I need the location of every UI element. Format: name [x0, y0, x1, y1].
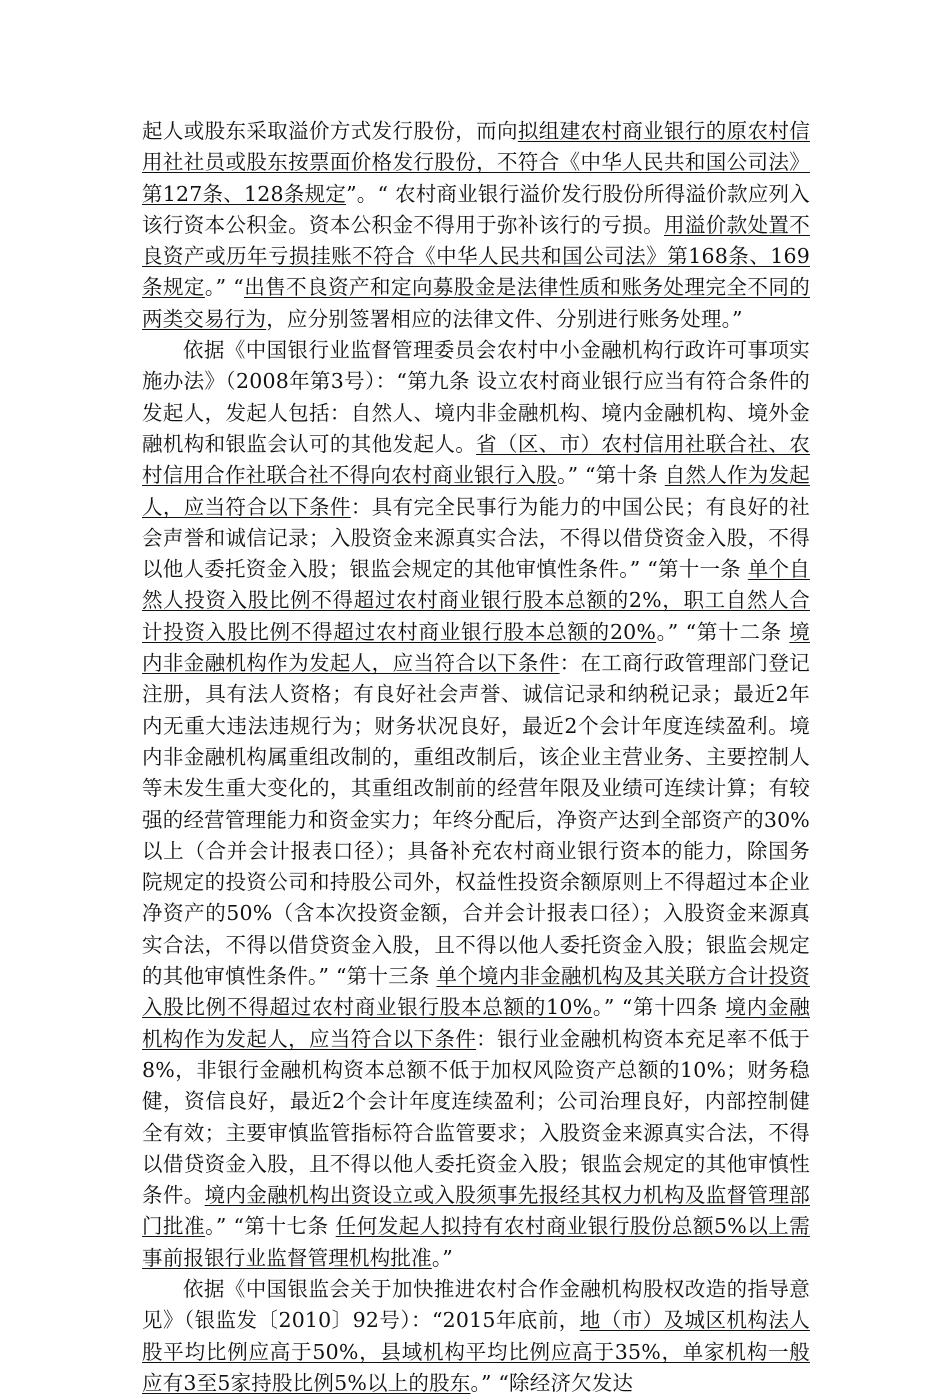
underlined-text-run: 单个自然人投资入股比例不得超过农村商业银行股本总额的2%，职工自然人合计投资入股比例不得超过农村商业银行股本总额的20%	[142, 557, 810, 644]
underlined-text-run: 省（区、市）农村信用社联合社、农村信用合作社联合社不得向农村商业银行入股	[142, 431, 810, 488]
underlined-text-run: 用溢价款处置不良资产或历年亏损挂账不符合《中华人民共和国公司法》第168条、169条规定	[142, 212, 810, 300]
text-run: 。” “第十四条	[592, 995, 726, 1020]
text-run: ：银行业金融机构资本充足率不低于8%，非银行金融机构资本总额不低于加权风险资产总额的10%；财务稳健，资信良好，最近2个会计年度连续盈利；公司治理良好，内部控制健全有效；主要审慎监管指标符合监管要求；入股资金来源真实合法，不得以借贷资金入股，且不得以他人委托资金入股；银监会规定的其他审慎性条件。	[142, 1026, 810, 1208]
text-run: ，应分别签署相应的法律文件、分别进行账务处理。”	[266, 306, 743, 331]
text-run: ：在工商行政管理部门登记注册，具有法人资格；有良好社会声誉、诚信记录和纳税记录；最近2年内无重大违法违规行为；财务状况良好，最近2个会计年度连续盈利。境内非金融机构属重组改制的，重组改制后，该企业主营业务、主要控制人等未发生重大变化的，其重组改制前的经营年限及业绩可连续计算；有较强的经营管理能力和资金实力；年终分配后，净资产达到全部资产的30%以上（合并会计报表口径）；具备补充农村商业银行资本的能力，除国务院规定的投资公司和持股公司外，权益性投资余额原则上不得超过本企业净资产的50%（含本次投资金额，合并会计报表口径）；入股资金来源真实合法，不得以借贷资金入股，且不得以他人委托资金入股；银监会规定的其他审慎性条件。” “第十三条	[142, 651, 810, 989]
underlined-text-run: 任何发起人拟持有农村商业银行股份总额5%以上需事前报银行业监督管理机构批准	[142, 1214, 810, 1270]
underlined-text-run: 拟组建农村商业银行的原农村信用社社员或股东按票面价格发行股份，不符合《中华人民共和国公司法》第127条、128条规定	[142, 119, 810, 206]
text-run: ：具有完全民事行为能力的中国公民；有良好的社会声誉和诚信记录；入股资金来源真实合法，不得以借贷资金入股，不得以他人委托资金入股；银监会规定的其他审慎性条件。” “第十一条	[142, 494, 811, 582]
paragraph-3	[142, 1274, 810, 1399]
underlined-text-run: 地（市）及城区机构法人股平均比例应高于50%，县域机构平均比例应高于35%，单家机构一般应有3至5家持股比例5%以上的股东	[142, 1308, 811, 1395]
text-run: 。” “第十二条	[656, 619, 790, 644]
document-body	[142, 116, 810, 1399]
text-run: 。” “除经济欠发达	[470, 1370, 634, 1395]
paragraph-2	[142, 335, 810, 1274]
underlined-text-run: 单个境内非金融机构及其关联方合计投资入股比例不得超过农村商业银行股本总额的10%	[142, 964, 810, 1020]
text-run: 依据《中国银监会关于加快推进农村合作金融机构股权改造的指导意见》（银监发〔2010〕92号）：“2015年底前，	[142, 1276, 810, 1333]
underlined-text-run: 境内金融机构出资设立或入股须事先报经其权力机构及监督管理部门批准	[142, 1183, 810, 1239]
underlined-text-run: 出售不良资产和定向募股金是法律性质和账务处理完全不同的两类交易行为	[142, 275, 810, 331]
underlined-text-run: 自然人作为发起人，应当符合以下条件	[142, 463, 810, 519]
text-run: 。” “	[204, 275, 244, 300]
paragraph-1	[142, 116, 810, 335]
text-run: 。”	[431, 1245, 453, 1270]
underlined-text-run: 境内非金融机构作为发起人，应当符合以下条件	[142, 619, 810, 676]
text-run: 起人或股东采取溢价方式发行股份，而向	[142, 119, 518, 143]
text-run: 。” “第十七条	[205, 1214, 336, 1239]
text-run: 。” “第十条	[557, 463, 665, 488]
text-run: 依据《中国银行业监督管理委员会农村中小金融机构行政许可事项实施办法》（2008年第3号）：“第九条 设立农村商业银行应当有符合条件的发起人，发起人包括：自然人、境内非金融机构、境内金融机构、境外金融机构和银监会认可的其他发起人。	[142, 338, 810, 456]
text-run: ”。“ 农村商业银行溢价发行股份所得溢价款应列入该行资本公积金。资本公积金不得用于弥补该行的亏损。	[142, 181, 810, 237]
underlined-text-run: 境内金融机构作为发起人，应当符合以下条件	[142, 995, 810, 1051]
